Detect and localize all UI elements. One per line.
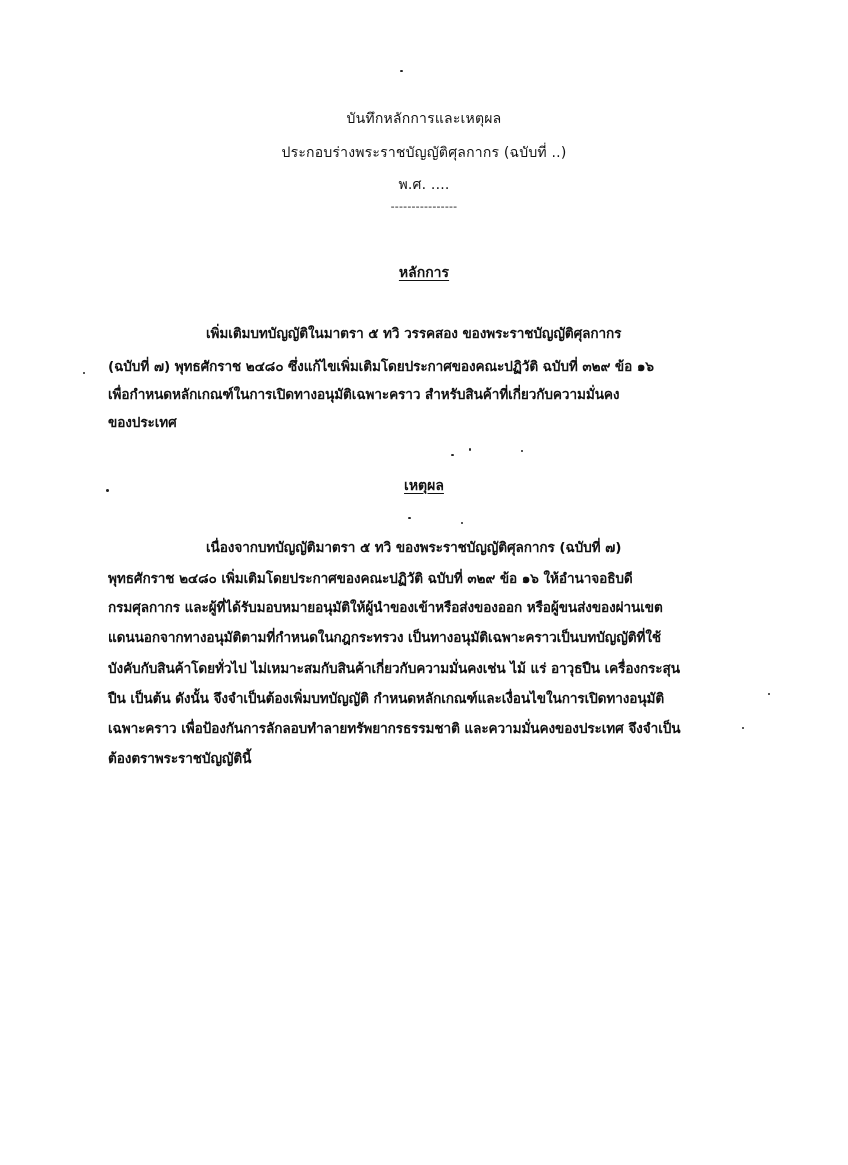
document-subtitle: ประกอบร่างพระราชบัญญัติศุลกากร (ฉบับที่ ..) (281, 145, 567, 161)
scan-speck (742, 727, 744, 729)
principle-line: เพื่อกำหนดหลักเกณฑ์ในการเปิดทางอนุมัติเฉพาะคราว สำหรับสินค้าที่เกี่ยวกับความมั่นคง (108, 387, 620, 403)
scan-speck (408, 517, 411, 519)
principle-line: ของประเทศ (108, 415, 177, 431)
scan-speck (83, 372, 85, 374)
reason-line: เนื่องจากบทบัญญัติมาตรา ๕ ทวิ ของพระราชบัญญัติศุลกากร (ฉบับที่ ๗) (206, 540, 622, 556)
principle-line: (ฉบับที่ ๗) พุทธศักราช ๒๔๘๐ ซึ่งแก้ไขเพิ่มเติมโดยประกาศของคณะปฏิวัติ ฉบับที่ ๓๒๙ ข้อ ๑๖ (108, 359, 654, 375)
reason-heading: เหตุผล (404, 478, 444, 494)
reason-line: พุทธศักราช ๒๔๘๐ เพิ่มเติมโดยประกาศของคณะปฏิวัติ ฉบับที่ ๓๒๙ ข้อ ๑๖ ให้อำนาจอธิบดี (108, 571, 633, 587)
reason-line: กรมศุลกากร และผู้ที่ได้รับมอบหมายอนุมัติให้ผู้นำของเข้าหรือส่งของออก หรือผู้ขนส่งของผ่านเขต (108, 600, 663, 616)
scan-speck (106, 489, 109, 492)
document-title: บันทึกหลักการและเหตุผล (346, 111, 502, 127)
scan-speck (469, 448, 471, 451)
scan-speck (461, 522, 463, 524)
reason-line: ปืน เป็นต้น ดังนั้น จึงจำเป็นต้องเพิ่มบทบัญญัติ กำหนดหลักเกณฑ์และเงื่อนไขในการเปิดทางอนุมัติ (108, 691, 665, 707)
principle-heading: หลักการ (398, 265, 450, 281)
reason-line: บังคับกับสินค้าโดยทั่วไป ไม่เหมาะสมกับสินค้าเกี่ยวกับความมั่นคงเช่น ไม้ แร่ อาวุธปืน เครื่องกระสุน (108, 661, 680, 677)
principle-line: เพิ่มเติมบทบัญญัติในมาตรา ๕ ทวิ วรรคสอง ของพระราชบัญญัติศุลกากร (206, 326, 622, 342)
scan-speck (400, 70, 403, 72)
reason-line: แดนนอกจากทางอนุมัติตามที่กำหนดในกฎกระทรวง เป็นทางอนุมัติเฉพาะคราวเป็นบทบัญญัติที่ใช้ (108, 630, 662, 646)
scan-speck (451, 454, 454, 456)
reason-line: เฉพาะคราว เพื่อป้องกันการลักลอบทำลายทรัพยากรธรรมชาติ และความมั่นคงของประเทศ จึงจำเป็น (108, 721, 681, 737)
reason-line: ต้องตราพระราชบัญญัตินี้ (108, 751, 252, 767)
scan-speck (768, 693, 770, 695)
header-separator: ---------------- (390, 200, 458, 213)
document-year: พ.ศ. .... (398, 177, 450, 193)
scan-speck (521, 450, 523, 452)
